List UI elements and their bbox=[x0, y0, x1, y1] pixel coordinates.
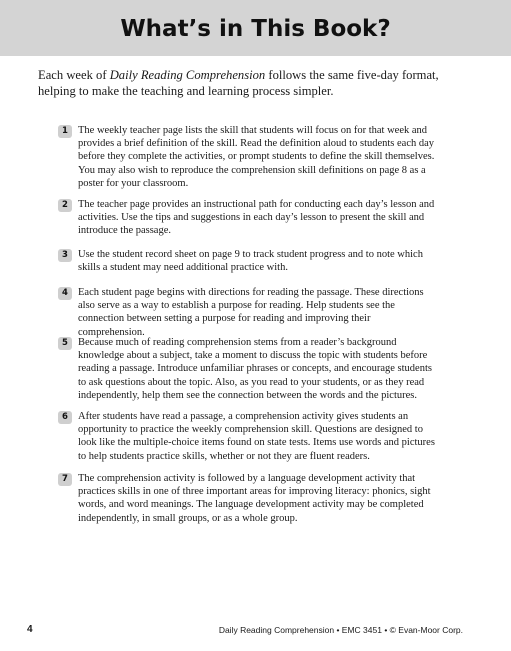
item-number-badge: 7 bbox=[58, 473, 72, 486]
item-number-badge: 4 bbox=[58, 287, 72, 300]
item-number-badge: 5 bbox=[58, 337, 72, 350]
intro-text-before: Each week of bbox=[38, 68, 110, 82]
item-number-badge: 2 bbox=[58, 199, 72, 212]
intro-paragraph bbox=[38, 67, 448, 99]
item-number-badge: 1 bbox=[58, 125, 72, 138]
item-text: Because much of reading comprehension stems from a reader’s background knowledge about a subject, take a moment to discuss the topic with students before reading a passage. Introduce unfamiliar phrases or concepts, and encourage students to ask questions about the topic. Also, as you read to your students, or as they read independently, help them see the connection between the words and the pictures. bbox=[78, 337, 432, 401]
item-text: After students have read a passage, a comprehension activity gives students an opportunity to practice the weekly comprehension skill. Questions are designed to look like the multiple-choice items found on state tests. Items use words and pictures to help students practice skills, whether or not they are fluent readers. bbox=[78, 411, 435, 462]
item-text: The teacher page provides an instructional path for conducting each day’s lesson and activities. Use the tips and suggestions in each day’s lesson to present the skill and introduce the passage. bbox=[78, 199, 435, 237]
item-text: The weekly teacher page lists the skill that students will focus on for that week and provides a brief definition of the skill. Read the definition aloud to students each day before they complete the activities, or prompt students to define the skill themselves. You may also wish to reproduce the comprehension skill definitions on page 8 as a poster for your classroom. bbox=[78, 125, 435, 189]
intro-book-title: Daily Reading Comprehension bbox=[109, 68, 266, 82]
item-text: The comprehension activity is followed by a language development activity that practices skills in one of three important areas for improving literacy: phonics, sight words, and word meanings. The language development activity may be completed independently, in small groups, or as a whole group. bbox=[78, 473, 431, 524]
item-text: Use the student record sheet on page 9 to track student progress and to note which skills a student may need additional practice with. bbox=[78, 249, 423, 274]
page-number: 4 bbox=[27, 624, 33, 635]
intro-text-after: follows the same five-day format, helping to make the teaching and learning process simpler. bbox=[38, 68, 439, 98]
item-number-badge: 6 bbox=[58, 411, 72, 424]
footer-credit: Daily Reading Comprehension • EMC 3451 • © Evan-Moor Corp. bbox=[218, 625, 463, 635]
page-title: What’s in This Book? bbox=[120, 16, 391, 42]
item-number-badge: 3 bbox=[58, 249, 72, 262]
item-text: Each student page begins with directions for reading the passage. These directions also serve as a way to establish a purpose for reading. Help students see the connection between setting a purpose for reading and improving their comprehension. bbox=[78, 287, 424, 338]
